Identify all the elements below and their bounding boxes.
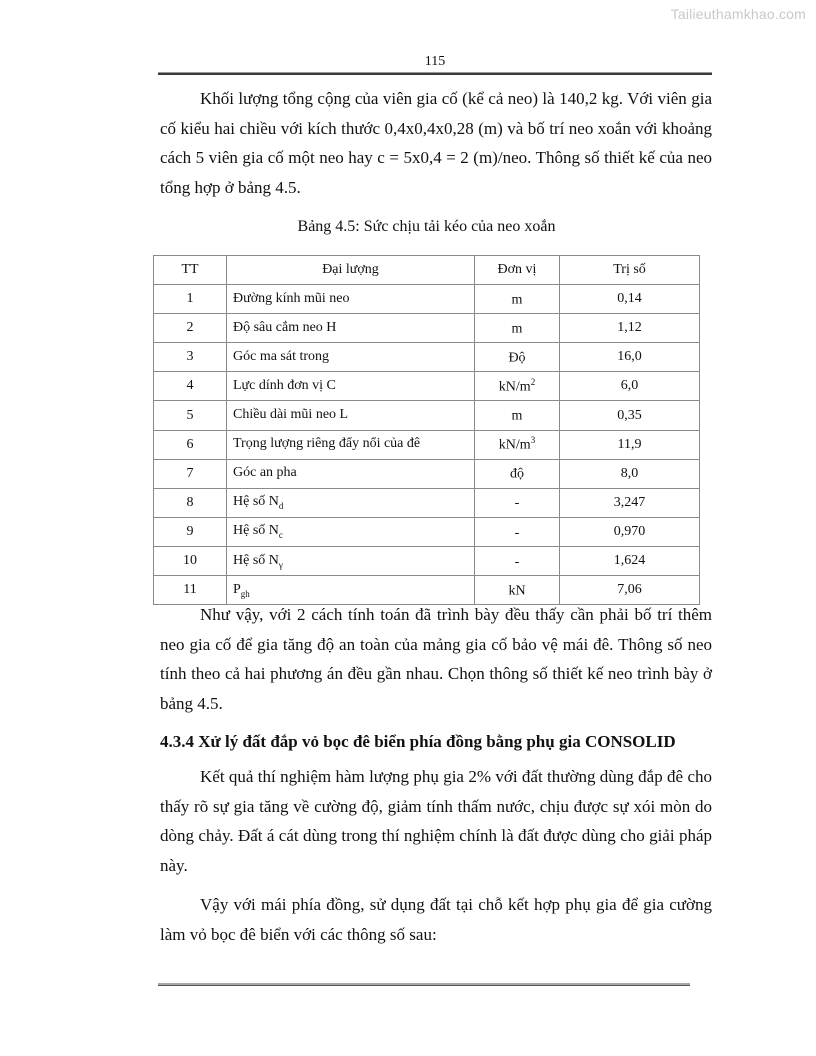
cell-tt: 6 xyxy=(154,430,227,459)
cell-tt: 1 xyxy=(154,285,227,314)
anchor-parameters-table xyxy=(153,255,700,605)
cell-unit: m xyxy=(475,285,560,314)
header-quantity: Đại lượng xyxy=(227,256,475,285)
footer-rule xyxy=(158,983,690,986)
cell-tt: 7 xyxy=(154,459,227,488)
header-rule xyxy=(158,72,712,75)
cell-unit: - xyxy=(475,546,560,575)
cell-quantity: Trọng lượng riêng đẩy nổi của đê xyxy=(227,430,475,459)
cell-unit: $kN/m^3$ xyxy=(475,430,560,459)
cell-unit: kN xyxy=(475,576,560,605)
table-row xyxy=(154,314,700,343)
cell-quantity: Góc ma sát trong xyxy=(227,343,475,372)
header-unit: Đơn vị xyxy=(475,256,560,285)
cell-unit: m xyxy=(475,401,560,430)
cell-quantity: Hệ số $N_\gamma$ xyxy=(227,546,475,575)
cell-unit: m xyxy=(475,314,560,343)
table-row xyxy=(154,343,700,372)
table-row xyxy=(154,285,700,314)
table-row xyxy=(154,401,700,430)
paragraph-conclusion: Như vậy, với 2 cách tính toán đã trình bày đều thấy cần phải bố trí thêm neo gia cố để gia tăng độ an toàn của mảng gia cố bảo vệ mái đê. Thông số neo tính theo cả hai phương án đều gần nhau. Chọn thông số thiết kế neo trình bày ở bảng 4.5. xyxy=(160,605,712,713)
cell-value: 1,12 xyxy=(560,314,700,343)
table-row xyxy=(154,459,700,488)
watermark: Tailieuthamkhao.com xyxy=(670,6,806,22)
cell-value: 11,9 xyxy=(560,430,700,459)
cell-tt: 9 xyxy=(154,517,227,546)
cell-value: 3,247 xyxy=(560,488,700,517)
header-value: Trị số xyxy=(560,256,700,285)
cell-quantity: Lực dính đơn vị C xyxy=(227,372,475,401)
cell-quantity: Hệ số $N_d$ xyxy=(227,488,475,517)
table-row xyxy=(154,517,700,546)
cell-value: 16,0 xyxy=(560,343,700,372)
page-number: 115 xyxy=(424,54,446,69)
cell-tt: 3 xyxy=(154,343,227,372)
table-row xyxy=(154,430,700,459)
paragraph-intro: Khối lượng tổng cộng của viên gia cố (kể cả neo) là 140,2 kg. Với viên gia cố kiểu hai chiều với kích thước 0,4x0,4x0,28 (m) và bố trí neo xoắn với khoảng cách 5 viên gia cố một neo hay c = 5x0,4 = 2 (m)/neo. Thông số thiết kế của neo tổng hợp ở bảng 4.5. xyxy=(160,89,712,197)
cell-value: 6,0 xyxy=(560,372,700,401)
table-row xyxy=(154,488,700,517)
cell-quantity: Góc an pha xyxy=(227,459,475,488)
cell-quantity: Độ sâu cắm neo H xyxy=(227,314,475,343)
paragraph-parameters: Vậy với mái phía đồng, sử dụng đất tại chỗ kết hợp phụ gia để gia cường làm vỏ bọc đê biển với các thông số sau: xyxy=(160,895,712,944)
cell-unit: - xyxy=(475,488,560,517)
cell-unit: $kN/m^2$ xyxy=(475,372,560,401)
cell-tt: 5 xyxy=(154,401,227,430)
cell-value: 1,624 xyxy=(560,546,700,575)
header-tt: TT xyxy=(154,256,227,285)
cell-tt: 8 xyxy=(154,488,227,517)
cell-value: 8,0 xyxy=(560,459,700,488)
cell-tt: 10 xyxy=(154,546,227,575)
table-row xyxy=(154,372,700,401)
cell-tt: 4 xyxy=(154,372,227,401)
section-heading: 4.3.4 Xử lý đất đắp vỏ bọc đê biển phía đồng bằng phụ gia CONSOLID xyxy=(160,732,676,751)
cell-quantity: Hệ số $N_c$ xyxy=(227,517,475,546)
cell-tt: 11 xyxy=(154,576,227,605)
cell-value: 0,35 xyxy=(560,401,700,430)
paragraph-results: Kết quả thí nghiệm hàm lượng phụ gia 2% với đất thường dùng đắp đê cho thấy rõ sự gia tăng về cường độ, giảm tính thấm nước, chịu được sự xói mòn do dòng chảy. Đất á cát dùng trong thí nghiệm chính là đất được dùng cho giải pháp này. xyxy=(160,767,712,875)
cell-quantity: $P_{gh}$ xyxy=(227,576,475,605)
table-header-row xyxy=(154,256,700,285)
cell-unit: độ xyxy=(475,459,560,488)
cell-value: 0,970 xyxy=(560,517,700,546)
table-caption: Bảng 4.5: Sức chịu tải kéo của neo xoắn xyxy=(297,218,556,235)
cell-tt: 2 xyxy=(154,314,227,343)
table-row xyxy=(154,546,700,575)
cell-value: 7,06 xyxy=(560,576,700,605)
cell-unit: Độ xyxy=(475,343,560,372)
cell-value: 0,14 xyxy=(560,285,700,314)
cell-quantity: Đường kính mũi neo xyxy=(227,285,475,314)
cell-unit: - xyxy=(475,517,560,546)
cell-quantity: Chiều dài mũi neo L xyxy=(227,401,475,430)
